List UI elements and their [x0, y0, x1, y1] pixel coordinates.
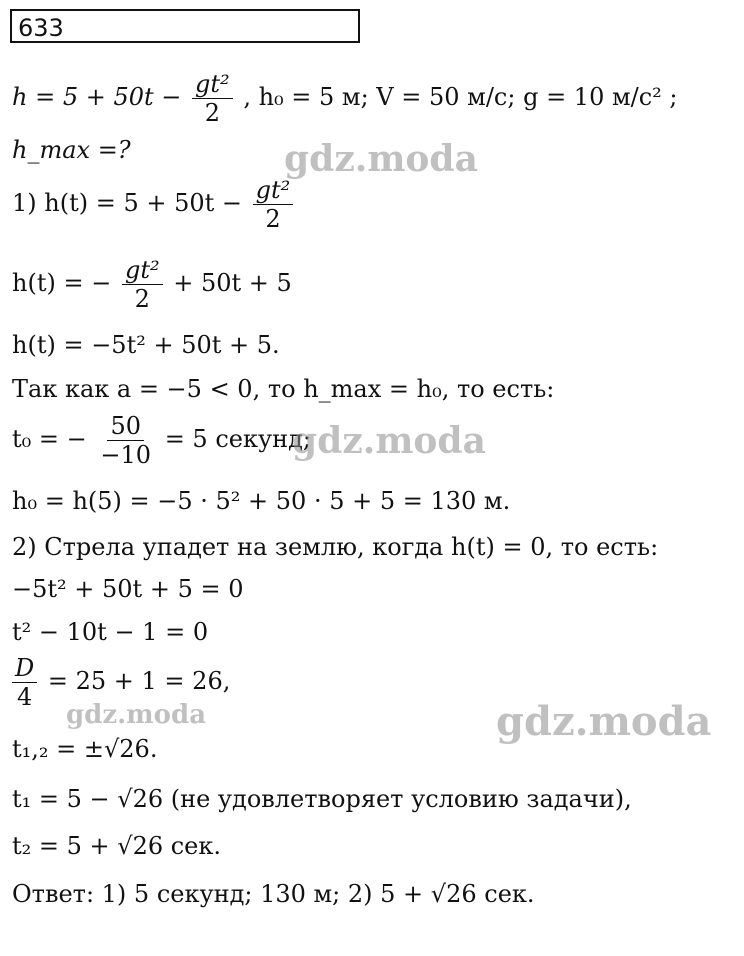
step1-line5-right: = 5 секунд; — [164, 425, 311, 453]
problem-number-box — [10, 9, 360, 43]
question-text: h_max =? — [12, 136, 131, 164]
step1-line6: h₀ = h(5) = −5 · 5² + 50 · 5 + 5 = 130 м. — [12, 487, 511, 515]
step1-line2-right: + 50t + 5 — [173, 269, 292, 297]
step1-line5 — [12, 414, 311, 467]
step2-line5: t₁,₂ = ±√26. — [12, 735, 158, 763]
watermark-1: gdz.moda — [284, 138, 478, 180]
given-formula-left: h = 5 + 50t − — [12, 83, 182, 111]
step1-line5-denominator: −10 — [100, 441, 152, 469]
step2-line2: −5t² + 50t + 5 = 0 — [12, 575, 244, 603]
given-fraction-denominator: 2 — [204, 99, 220, 127]
watermark-2: gdz.moda — [292, 420, 486, 462]
step1-line2-fraction — [122, 258, 163, 311]
step2-line4-numerator: D — [12, 656, 37, 683]
step2-line7: t₂ = 5 + √26 сек. — [12, 832, 222, 860]
step2-line1: 2) Стрела упадет на землю, когда h(t) = 0, то есть: — [12, 533, 659, 561]
step1-line5-fraction — [97, 414, 154, 467]
step2-line3: t² − 10t − 1 = 0 — [12, 618, 209, 646]
step1-line1-left: 1) h(t) = 5 + 50t − — [12, 189, 243, 217]
problem-number: 633 — [18, 14, 64, 42]
step2-line4-denominator: 4 — [16, 683, 33, 711]
step1-line1-fraction — [253, 178, 294, 231]
step2-line6: t₁ = 5 − √26 (не удовлетворяет условию задачи), — [12, 785, 632, 813]
step1-line2-denominator: 2 — [134, 285, 150, 313]
step1-line2 — [12, 258, 292, 311]
given-fraction — [192, 72, 233, 125]
step1-line1-numerator: gt² — [253, 178, 294, 205]
step2-line4-right: = 25 + 1 = 26, — [47, 667, 231, 695]
step2-line4-fraction — [12, 656, 37, 709]
question-line — [12, 138, 131, 162]
given-line — [12, 72, 678, 125]
step1-line5-left: t₀ = − — [12, 425, 87, 453]
step1-line1-denominator: 2 — [265, 205, 281, 233]
step1-line2-left: h(t) = − — [12, 269, 112, 297]
given-fraction-numerator: gt² — [192, 72, 233, 99]
watermark-4: gdz.moda — [496, 698, 712, 745]
step1-line2-numerator: gt² — [122, 258, 163, 285]
given-params: , h₀ = 5 м; V = 50 м/с; g = 10 м/с² ; — [243, 83, 678, 111]
answer-line: Ответ: 1) 5 секунд; 130 м; 2) 5 + √26 сек. — [12, 880, 535, 908]
watermark-3: gdz.moda — [66, 700, 207, 730]
step1-line3: h(t) = −5t² + 50t + 5. — [12, 331, 280, 359]
step1-line1 — [12, 178, 296, 231]
step1-line4: Так как a = −5 < 0, то h_max = h₀, то есть: — [12, 375, 555, 403]
step1-line5-numerator: 50 — [107, 414, 144, 441]
